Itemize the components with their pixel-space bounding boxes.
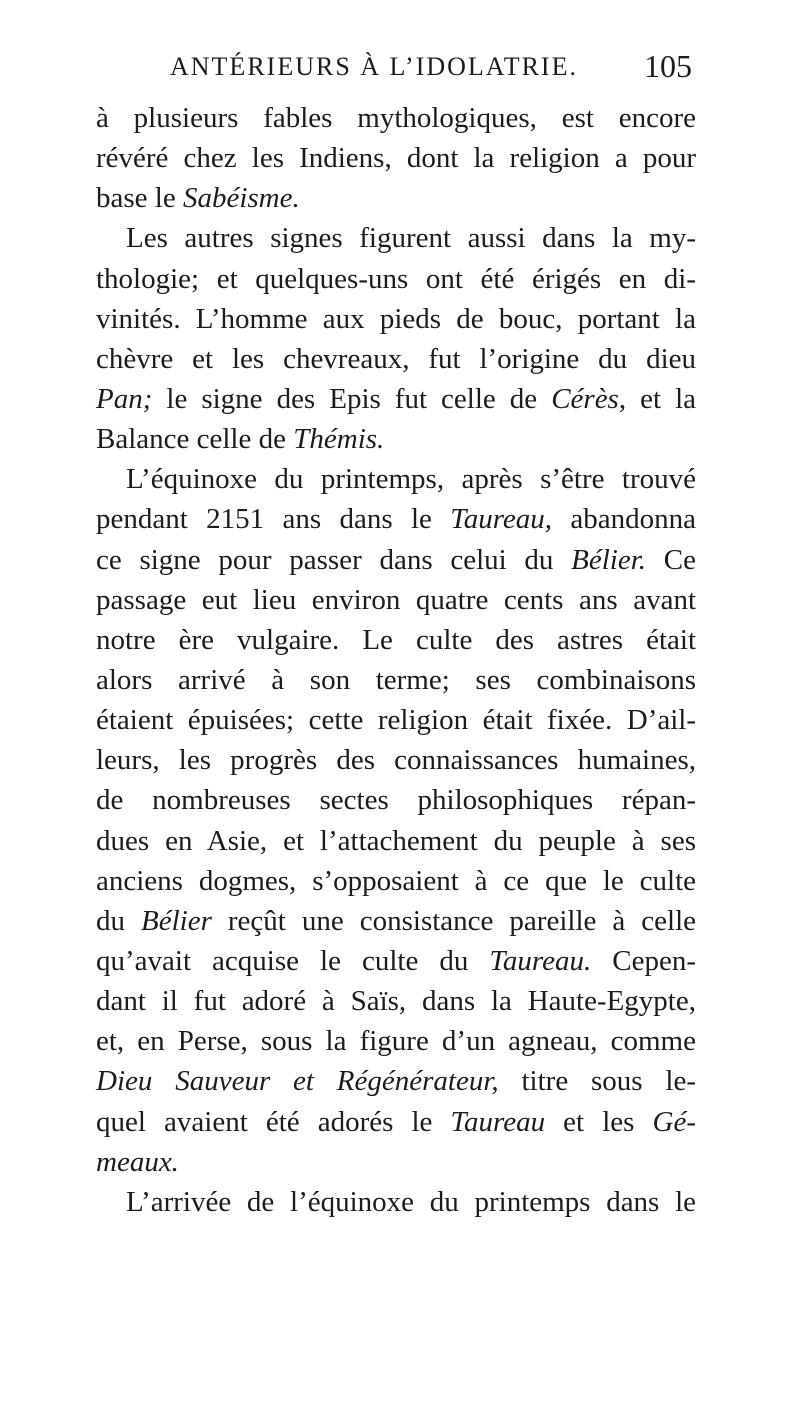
text-segment: qu’avait acquise le culte du <box>96 944 490 977</box>
text-segment: , et la <box>618 382 696 415</box>
text-segment: à plusieurs fables mythologiques, est encore <box>96 102 696 134</box>
text-line <box>96 1061 696 1101</box>
text-segment: reçût une consistance pareille à celle <box>211 904 697 937</box>
text-segment: L’équinoxe du printemps, après s’être trouvé <box>126 463 696 496</box>
text-line <box>96 700 696 740</box>
text-line <box>96 1142 696 1182</box>
italic-text-segment: Taureau, <box>450 503 553 536</box>
text-segment: quel avaient été adorés le <box>96 1105 451 1138</box>
text-line <box>96 178 696 218</box>
italic-text-segment: Gé- <box>652 1105 696 1138</box>
italic-text-segment: Taureau. <box>489 944 592 977</box>
text-line <box>96 901 696 941</box>
text-line <box>96 459 696 499</box>
text-segment: dant il fut adoré à Saïs, dans la Haute-Egypte, <box>96 985 696 1018</box>
text-segment: anciens dogmes, s’opposaient à ce que le culte <box>96 864 696 897</box>
text-line <box>96 740 696 780</box>
text-line <box>96 861 696 901</box>
text-segment: et, en Perse, sous la figure d’un agneau, comme <box>96 1025 696 1058</box>
text-line <box>96 660 696 700</box>
text-line <box>96 218 696 258</box>
text-segment: passage eut lieu environ quatre cents ans avant <box>96 583 696 616</box>
text-segment: ce signe pour passer dans celui du <box>96 543 572 576</box>
text-segment: dues en Asie, et l’attachement du peuple à ses <box>96 824 696 857</box>
text-segment: titre sous le- <box>498 1065 696 1098</box>
italic-text-segment: Sabéisme. <box>182 182 300 215</box>
text-segment: base le <box>96 182 183 215</box>
text-segment: de nombreuses sectes philosophiques répan- <box>96 784 696 817</box>
text-segment: abandonna <box>552 503 696 536</box>
text-segment: Ce <box>646 543 696 576</box>
italic-text-segment: Bélier <box>141 904 212 937</box>
text-segment: vinités. L’homme aux pieds de bouc, portant la <box>96 302 696 335</box>
text-segment: et les <box>545 1105 653 1138</box>
text-line <box>96 339 696 379</box>
body-text <box>96 98 696 1222</box>
text-line <box>96 259 696 299</box>
text-segment: étaient épuisées; cette religion était fixée. D’ail- <box>96 704 696 737</box>
text-segment: Cepen- <box>591 944 696 977</box>
text-line <box>96 780 696 820</box>
text-segment: notre ère vulgaire. Le culte des astres était <box>96 623 696 656</box>
text-segment: leurs, les progrès des connaissances humaines, <box>96 744 696 777</box>
text-line <box>96 821 696 861</box>
text-line <box>96 620 696 660</box>
page-number: 105 <box>644 48 692 84</box>
text-segment: révéré chez les Indiens, dont la religion a pour <box>96 142 696 175</box>
text-line <box>96 138 696 178</box>
text-line <box>96 580 696 620</box>
italic-text-segment: meaux. <box>96 1145 179 1178</box>
text-line <box>96 98 696 138</box>
text-line <box>96 299 696 339</box>
text-line <box>96 419 696 459</box>
text-segment: du <box>96 904 142 937</box>
italic-text-segment: Thémis. <box>293 423 385 456</box>
italic-text-segment: Bélier. <box>571 543 647 576</box>
text-segment: alors arrivé à son terme; ses combinaisons <box>96 663 696 696</box>
italic-text-segment: Cérès <box>551 382 619 415</box>
italic-text-segment: Dieu Sauveur et Régénérateur, <box>96 1065 499 1098</box>
text-line <box>96 941 696 981</box>
text-line <box>96 379 696 419</box>
italic-text-segment: Pan; <box>96 382 153 415</box>
text-segment: chèvre et les chevreaux, fut l’origine du dieu <box>96 342 696 375</box>
text-segment: le signe des Epis fut celle de <box>152 382 552 415</box>
italic-text-segment: Taureau <box>450 1105 546 1138</box>
text-line <box>96 1182 696 1222</box>
text-segment: Les autres signes figurent aussi dans la my- <box>126 222 696 255</box>
text-segment: pendant 2151 ans dans le <box>96 503 451 536</box>
running-head: ANTÉRIEURS À L’IDOLATRIE. <box>170 52 578 81</box>
text-segment: L’arrivée de l’équinoxe du printemps dans le <box>126 1185 696 1218</box>
text-line <box>96 981 696 1021</box>
text-line <box>96 540 696 580</box>
text-line <box>96 1102 696 1142</box>
text-segment: Balance celle de <box>96 423 294 456</box>
text-segment: thologie; et quelques-uns ont été érigés en di- <box>96 262 696 295</box>
text-line <box>96 1021 696 1061</box>
text-line <box>96 499 696 539</box>
